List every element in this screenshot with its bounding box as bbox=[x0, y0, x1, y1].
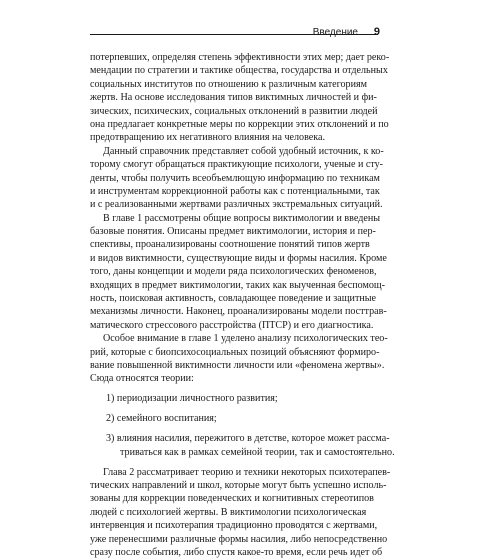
text-line: зованы для коррекции поведенческих и когнитивных стереотипов bbox=[90, 493, 374, 505]
text-line: Особое внимание в главе 1 уделено анализу психологических тео- bbox=[103, 333, 388, 345]
text-line: базовые понятия. Описаны предмет виктимологии, история и пер- bbox=[90, 226, 376, 238]
text-line: Данный справочник представляет собой удобный источник, к ко- bbox=[103, 145, 384, 157]
text-line: того, даны концепции и модели ряда психологических феноменов, bbox=[90, 266, 377, 278]
text-line: Сюда относятся теории: bbox=[90, 373, 194, 385]
list-gap bbox=[90, 386, 378, 393]
text-line: сразу после события, либо спустя какое-то время, если речь идет об bbox=[90, 547, 383, 559]
text-line: В главе 1 рассмотрены общие вопросы виктимологии и введены bbox=[103, 212, 381, 224]
running-header-section: Введение bbox=[312, 27, 358, 38]
list-gap bbox=[90, 459, 378, 466]
text-line: механизмы личности. Наконец, проанализированы модели посттрав- bbox=[90, 306, 387, 318]
text-line: уже перенесшими различные формы насилия, либо непосредственно bbox=[90, 533, 388, 545]
text-line: и инструментам коррекционной работы как с потенциальными, так bbox=[90, 185, 380, 197]
text-line: предотвращению их негативного влияния на человека. bbox=[90, 132, 326, 144]
text-line: и с реализованными жертвами различных экстремальных ситуаций. bbox=[90, 199, 383, 211]
list-item: 2) семейного воспитания; bbox=[106, 413, 217, 425]
text-line: потерпевших, определяя степень эффективности этих мер; дает реко- bbox=[90, 52, 390, 63]
text-line: матического стрессового расстройства (ПТСР) и его диагностика. bbox=[90, 319, 374, 331]
page-body bbox=[90, 51, 395, 559]
text-line: тических направлений и школ, которые могут быть успешно исполь- bbox=[90, 480, 387, 492]
list-item: 3) влияния насилия, пережитого в детстве, которое может рассма- bbox=[106, 433, 390, 445]
page-number: 9 bbox=[373, 26, 380, 38]
text-line: людей с психологией жертвы. В виктимологии психологическая bbox=[90, 506, 367, 518]
list-gap bbox=[90, 406, 378, 413]
text-line: интервенция и психотерапия традиционно проводятся с жертвами, bbox=[90, 520, 378, 532]
list-item: 1) периодизации личностного развития; bbox=[106, 393, 278, 405]
text-line: и видов виктимности, существующие виды и формы насилия. Кроме bbox=[90, 252, 387, 264]
text-line: зических, психических, социальных отклонений в развитии людей bbox=[90, 105, 378, 117]
text-line: мендации по стратегии и тактике общества, государства и отдельных bbox=[90, 65, 388, 77]
text-line: входящих в предмет виктимологии, таких как выученная беспомощ- bbox=[90, 279, 386, 291]
text-line: социальных институтов по отношению к различным категориям bbox=[90, 78, 368, 90]
text-line: рий, которые с биопсихосоциальных позиций объясняют формиро- bbox=[90, 346, 380, 358]
list-gap bbox=[90, 426, 378, 433]
text-line: жертв. На основе исследования типов виктимных личностей и фи- bbox=[90, 92, 377, 104]
text-line: торому смогут обращаться практикующие психологи, ученые и сту- bbox=[90, 159, 384, 171]
text-line: она предлагает конкретные меры по коррекции этих отклонений и по bbox=[90, 118, 389, 130]
text-line: вание повышенной виктимности личности или «феномена жертвы». bbox=[90, 359, 385, 371]
text-line: Глава 2 рассматривает теорию и техники некоторых психотерапев- bbox=[103, 466, 391, 478]
text-line: ность, поисковая активность, совладающее поведение и защитные bbox=[90, 293, 377, 305]
list-item: триваться как в рамках семейной теории, так и самостоятельно. bbox=[120, 446, 395, 458]
text-line: спективы, проанализированы соотношение понятий типов жертв bbox=[90, 239, 370, 251]
text-line: денты, чтобы получить всеобъемлющую информацию по техникам bbox=[90, 172, 380, 184]
